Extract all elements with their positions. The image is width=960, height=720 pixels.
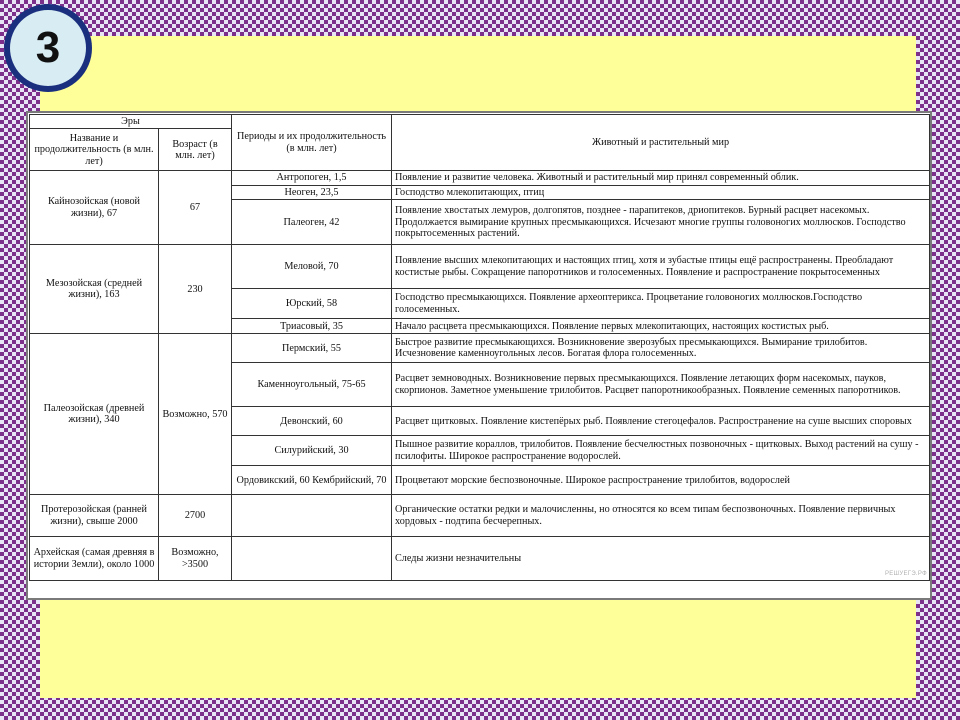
period-life: Расцвет щитковых. Появление кистепёрых рыб. Появление стегоцефалов. Распространение на суше высших споровых bbox=[392, 407, 930, 436]
period-life: Появление и развитие человека. Животный и растительный мир принял современный облик. bbox=[392, 171, 930, 185]
header-era-name: Название и продолжительность (в млн. лет) bbox=[30, 129, 159, 171]
header-life: Животный и растительный мир bbox=[392, 115, 930, 171]
period-life: Пышное развитие кораллов, трилобитов. Появление бесчелюстных позвоночных - щитковых. Выход растений на сушу - псилофиты. Широкое распространение водорослей. bbox=[392, 436, 930, 466]
table-row bbox=[30, 171, 930, 185]
era-name-proterozoic: Протерозойская (ранней жизни), свыше 2000 bbox=[30, 495, 159, 537]
period-name: Меловой, 70 bbox=[232, 245, 392, 289]
header-age: Возраст (в млн. лет) bbox=[159, 129, 232, 171]
period-life: Органические остатки редки и малочисленны, но относятся ко всем типам беспозвоночных. Появление первичных хордовых - подтипа бесчерепных. bbox=[392, 495, 930, 537]
period-name: Девонский, 60 bbox=[232, 407, 392, 436]
era-name-mesozoic: Мезозойская (средней жизни), 163 bbox=[30, 245, 159, 334]
slide-number-badge bbox=[4, 4, 92, 92]
era-name-archean: Архейская (самая древняя в истории Земли), около 1000 bbox=[30, 537, 159, 581]
period-life: Начало расцвета пресмыкающихся. Появление первых млекопитающих, настоящих костистых рыб. bbox=[392, 319, 930, 334]
header-eras: Эры bbox=[30, 115, 232, 129]
era-name-paleozoic: Палеозойская (древней жизни), 340 bbox=[30, 334, 159, 495]
period-name bbox=[232, 537, 392, 581]
table-row bbox=[30, 537, 930, 581]
period-name bbox=[232, 495, 392, 537]
period-life: Господство млекопитающих, птиц bbox=[392, 185, 930, 199]
period-name: Антропоген, 1,5 bbox=[232, 171, 392, 185]
period-life: Господство пресмыкающихся. Появление археоптерикса. Процветание головоногих моллюсков.Господство голосеменных. bbox=[392, 289, 930, 319]
period-name: Пермский, 55 bbox=[232, 334, 392, 363]
table-row bbox=[30, 245, 930, 289]
geochronology-table bbox=[29, 114, 930, 581]
table-row bbox=[30, 334, 930, 363]
period-name: Каменноугольный, 75-65 bbox=[232, 363, 392, 407]
header-periods: Периоды и их продолжительность (в млн. лет) bbox=[232, 115, 392, 171]
period-name: Юрский, 58 bbox=[232, 289, 392, 319]
period-life: Следы жизни незначительны bbox=[392, 537, 930, 581]
period-life: Процветают морские беспозвоночные. Широкое распространение трилобитов, водорослей bbox=[392, 466, 930, 495]
period-name: Ордовикский, 60 Кембрийский, 70 bbox=[232, 466, 392, 495]
slide-number: 3 bbox=[10, 10, 86, 86]
period-life: Расцвет земноводных. Возникновение первых пресмыкающихся. Появление летающих форм насекомых, пауков, скорпионов. Заметное уменьшение трилобитов. Расцвет папоротникообразных. Появление семенных папоротников. bbox=[392, 363, 930, 407]
era-age-paleozoic: Возможно, 570 bbox=[159, 334, 232, 495]
era-age-cenozoic: 67 bbox=[159, 171, 232, 245]
period-name: Палеоген, 42 bbox=[232, 200, 392, 245]
geochronology-table-sheet bbox=[26, 111, 932, 600]
era-age-mesozoic: 230 bbox=[159, 245, 232, 334]
period-life: Быстрое развитие пресмыкающихся. Возникновение зверозубых пресмыкающихся. Вымирание трилобитов. Исчезновение каменноугольных лесов. Богатая флора голосеменных. bbox=[392, 334, 930, 363]
period-name: Триасовый, 35 bbox=[232, 319, 392, 334]
period-name: Неоген, 23,5 bbox=[232, 185, 392, 199]
site-watermark: РЕШУЕГЭ.РФ bbox=[884, 571, 927, 577]
era-age-proterozoic: 2700 bbox=[159, 495, 232, 537]
era-age-archean: Возможно, >3500 bbox=[159, 537, 232, 581]
table-row bbox=[30, 495, 930, 537]
period-name: Силурийский, 30 bbox=[232, 436, 392, 466]
era-name-cenozoic: Кайнозойская (новой жизни), 67 bbox=[30, 171, 159, 245]
period-life: Появление хвостатых лемуров, долгопятов, позднее - парапитеков, дриопитеков. Бурный расцвет насекомых. Продолжается вымирание крупных пресмыкающихся. Исчезают многие группы головоногих моллюсков. Господство покрытосеменных растений. bbox=[392, 200, 930, 245]
period-life: Появление высших млекопитающих и настоящих птиц, хотя и зубастые птицы ещё распространены. Преобладают костистые рыбы. Сокращение папоротников и голосеменных. Появление и распространение покрытосеменных bbox=[392, 245, 930, 289]
